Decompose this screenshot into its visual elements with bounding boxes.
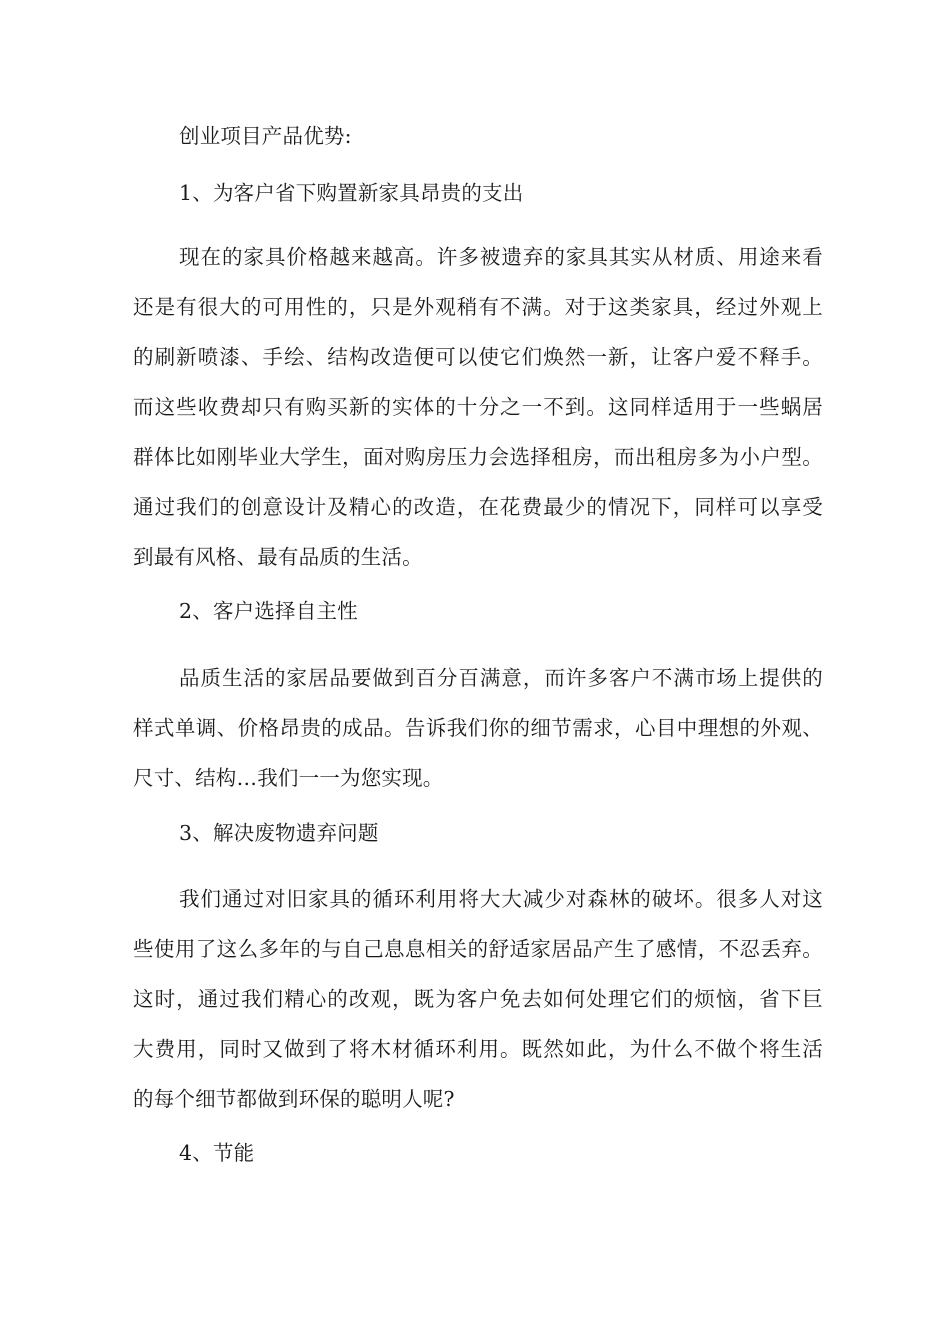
paragraph-line: 大费用，同时又做到了将木材循环利用。既然如此，为什么不做个将生活 (133, 1037, 823, 1061)
paragraph-line: 些使用了这么多年的与自己息息相关的舒适家居品产生了感情，不忍丢弃。 (133, 937, 823, 961)
section-3-heading: 3、解决废物遗弃问题 (179, 821, 379, 845)
paragraph-line: 尺寸、结构…我们一一为您实现。 (133, 766, 444, 790)
paragraph-line: 品质生活的家居品要做到百分百满意，而许多客户不满市场上提供的 (179, 666, 823, 690)
paragraph-line: 的刷新喷漆、手绘、结构改造便可以使它们焕然一新，让客户爱不释手。 (133, 345, 823, 369)
intro-heading: 创业项目产品优势: (179, 124, 352, 148)
section-4-heading: 4、节能 (179, 1141, 255, 1165)
paragraph-line: 通过我们的创意设计及精心的改造，在花费最少的情况下，同样可以享受 (133, 495, 823, 519)
paragraph-line: 的每个细节都做到环保的聪明人呢? (133, 1087, 455, 1111)
paragraph-line: 我们通过对旧家具的循环利用将大大减少对森林的破坏。很多人对这 (179, 887, 823, 911)
section-2-heading: 2、客户选择自主性 (179, 599, 358, 623)
paragraph-line: 群体比如刚毕业大学生，面对购房压力会选择租房，而出租房多为小户型。 (133, 445, 823, 469)
paragraph-line: 样式单调、价格昂贵的成品。告诉我们你的细节需求，心目中理想的外观、 (133, 716, 823, 740)
section-1-heading: 1、为客户省下购置新家具昂贵的支出 (179, 181, 524, 205)
paragraph-line: 现在的家具价格越来越高。许多被遗弃的家具其实从材质、用途来看 (179, 245, 823, 269)
paragraph-line: 这时，通过我们精心的改观，既为客户免去如何处理它们的烦恼，省下巨 (133, 987, 823, 1011)
paragraph-line: 到最有风格、最有品质的生活。 (133, 545, 423, 569)
paragraph-line: 而这些收费却只有购买新的实体的十分之一不到。这同样适用于一些蜗居 (133, 395, 823, 419)
paragraph-line: 还是有很大的可用性的，只是外观稍有不满。对于这类家具，经过外观上 (133, 295, 823, 319)
